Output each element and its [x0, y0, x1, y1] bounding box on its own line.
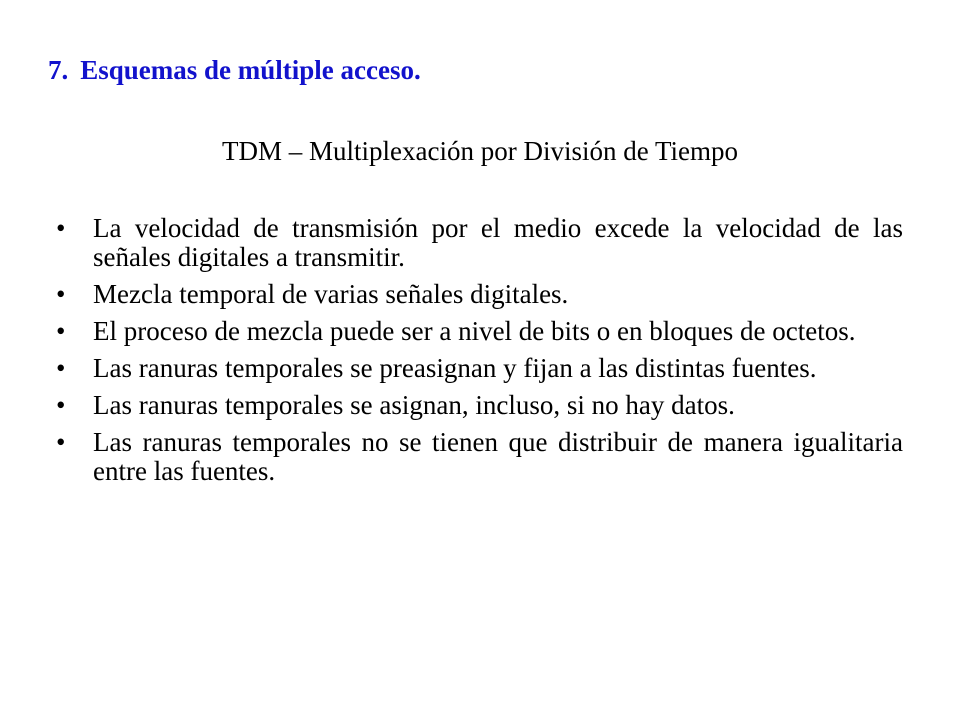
bullet-item [0, 280, 960, 309]
bullet-icon: • [56, 316, 66, 346]
section-heading [48, 54, 421, 86]
bullet-item [0, 428, 960, 486]
bullet-text: La velocidad de transmisión por el medio excede la velocidad de las señales digitales a transmitir. [93, 213, 903, 272]
bullet-text: Las ranuras temporales no se tienen que distribuir de manera igualitaria entre las fuentes. [93, 427, 903, 486]
bullet-text: Mezcla temporal de varias señales digitales. [93, 279, 569, 309]
bullet-icon: • [56, 390, 66, 420]
bullet-item [0, 214, 960, 272]
bullet-text: El proceso de mezcla puede ser a nivel de bits o en bloques de octetos. [93, 316, 856, 346]
bullet-item [0, 354, 960, 383]
slide-subtitle: TDM – Multiplexación por División de Tiempo [222, 136, 738, 166]
bullet-list [0, 214, 960, 494]
bullet-text: Las ranuras temporales se asignan, incluso, si no hay datos. [93, 390, 735, 420]
bullet-icon: • [56, 213, 66, 243]
bullet-icon: • [56, 279, 66, 309]
bullet-icon: • [56, 353, 66, 383]
section-title: Esquemas de múltiple acceso. [80, 55, 421, 85]
section-number: 7. [48, 55, 69, 85]
bullet-text: Las ranuras temporales se preasignan y fijan a las distintas fuentes. [93, 353, 817, 383]
bullet-icon: • [56, 427, 66, 457]
bullet-item [0, 317, 960, 346]
bullet-item [0, 391, 960, 420]
